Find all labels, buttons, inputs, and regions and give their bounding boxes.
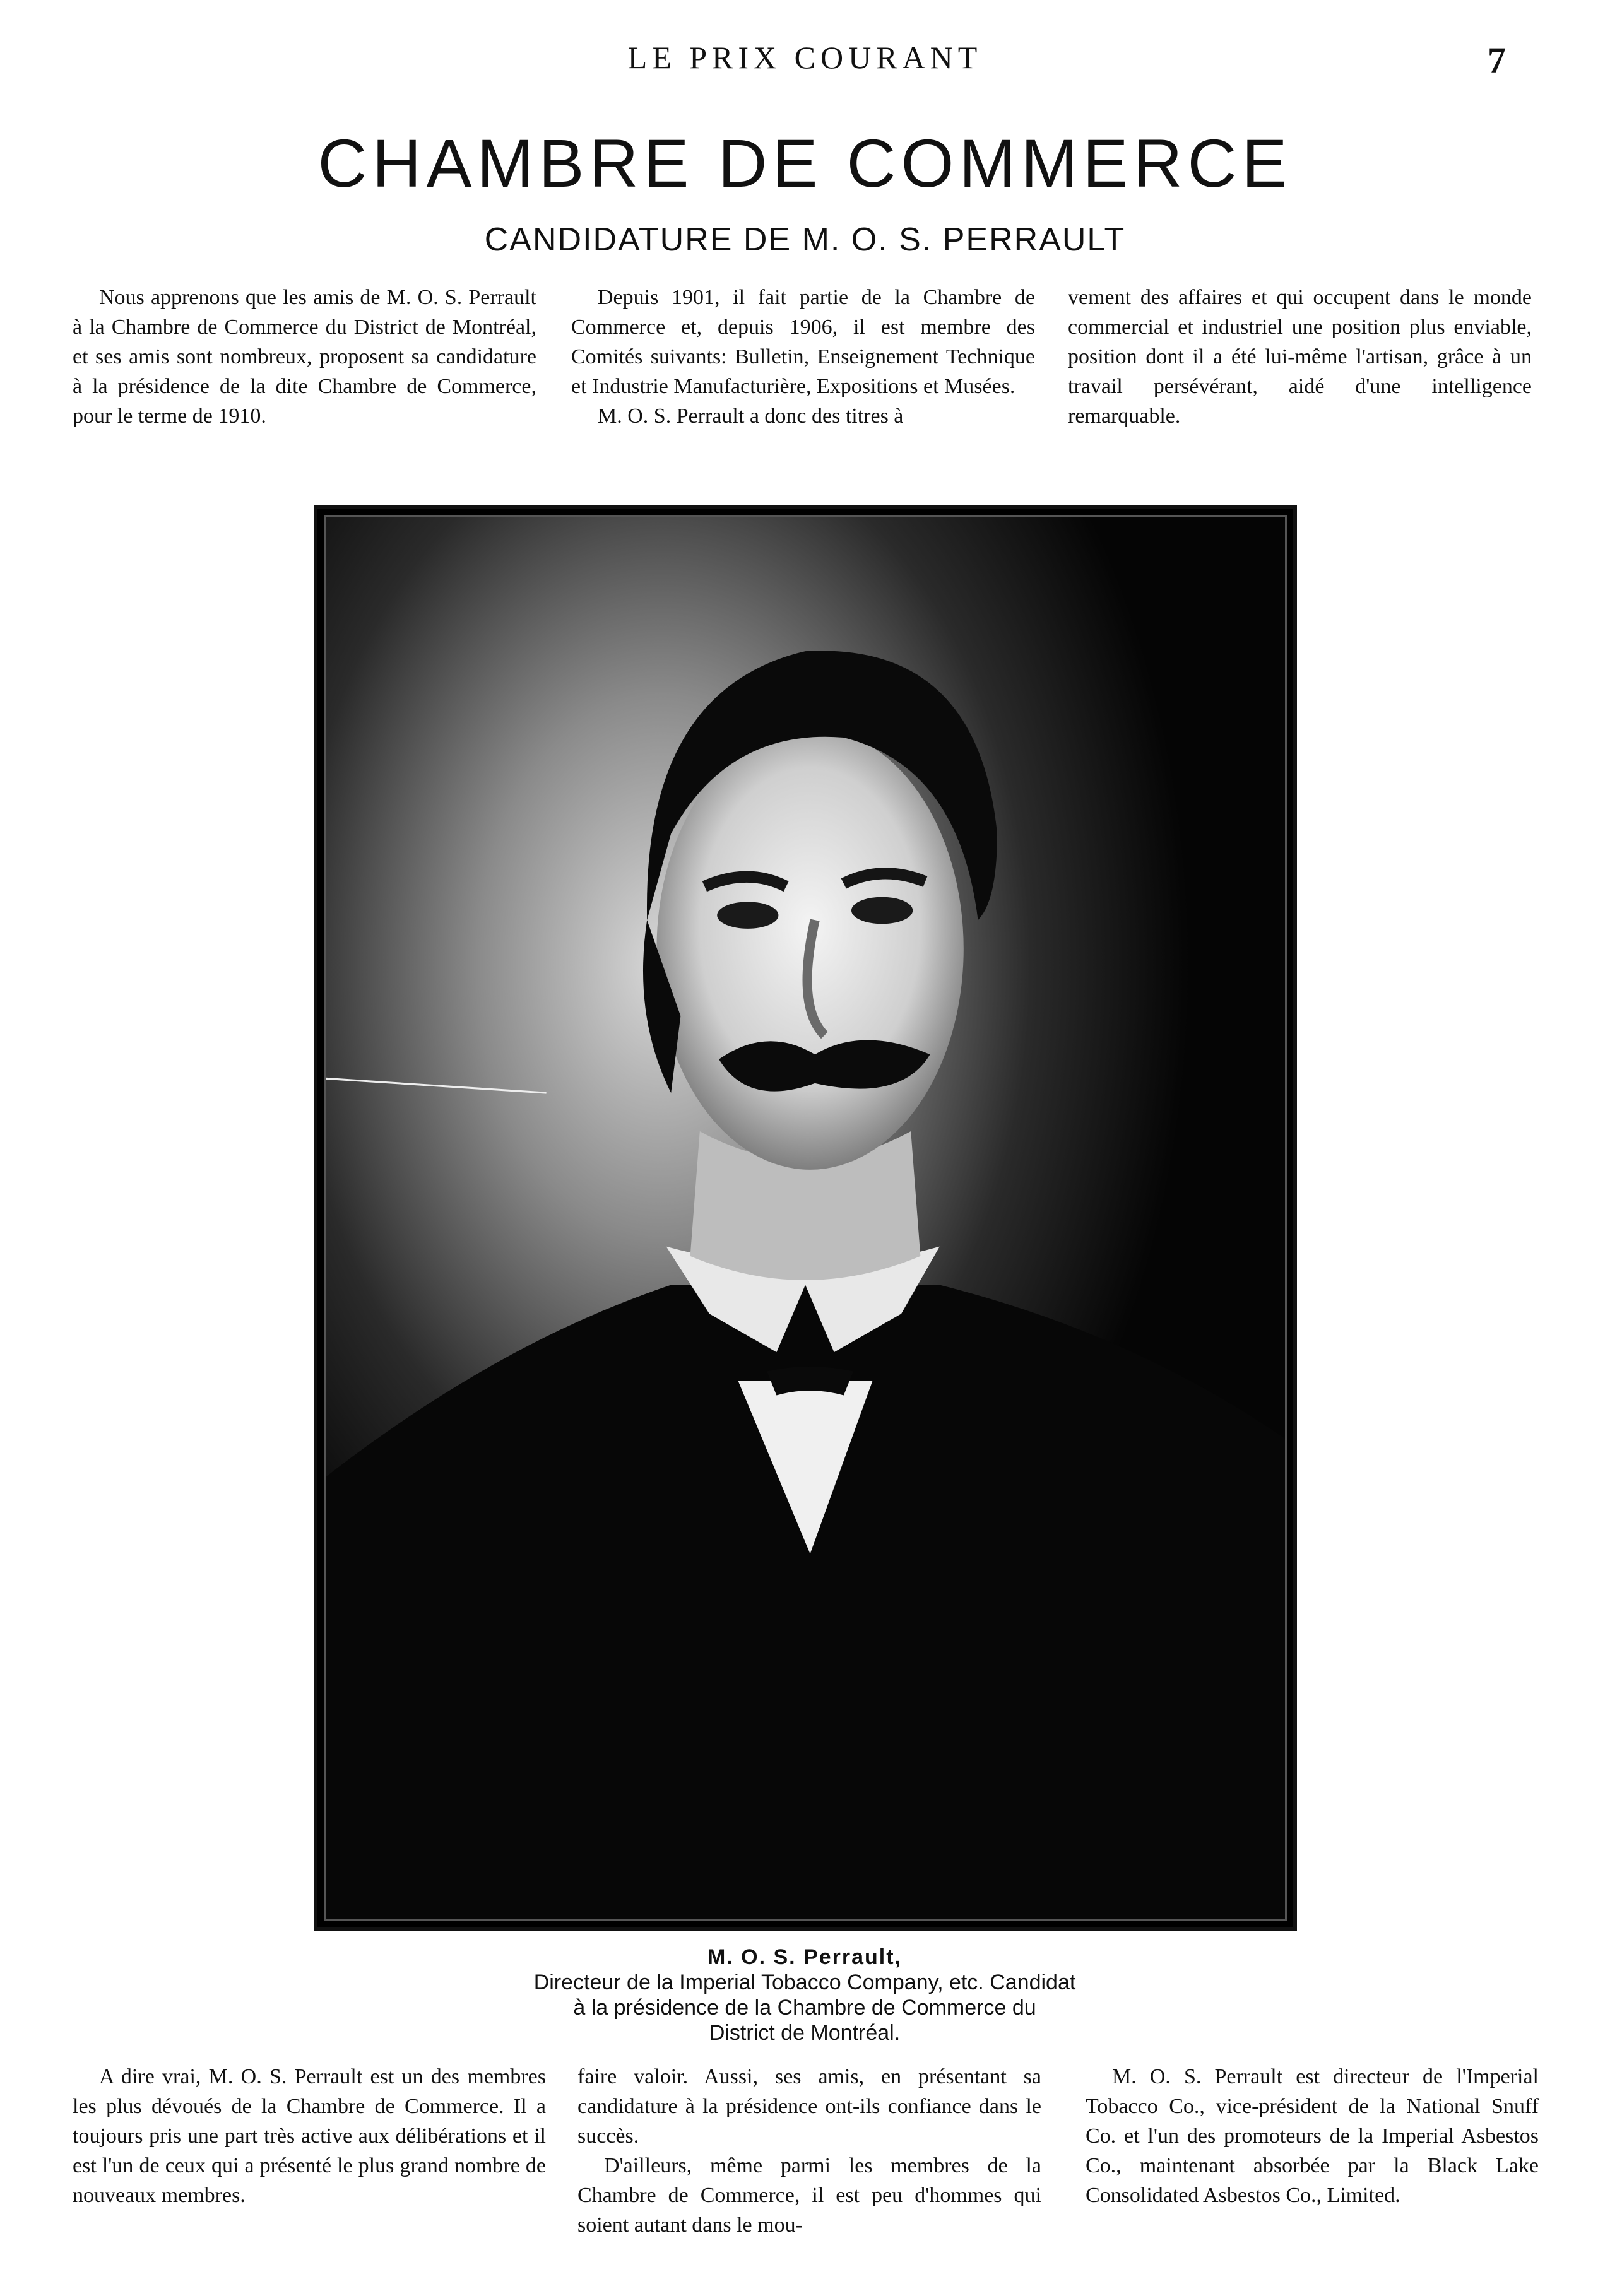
bottom-column-1 xyxy=(73,2062,546,2210)
caption-line: District de Montréal. xyxy=(709,2021,901,2045)
article-subtitle: CANDIDATURE DE M. O. S. PERRAULT xyxy=(484,221,1126,258)
running-head: LE PRIX COURANT xyxy=(627,40,983,75)
portrait-photo xyxy=(314,505,1297,1931)
paragraph: vement des affaires et qui occupent dans le monde commercial et industriel une position plus enviable, position dont il a été lui-même l'artisan, grâce à un travail persévérant, aidé d'une intelligence remarquable. xyxy=(1068,286,1532,428)
photo-caption xyxy=(442,1945,1168,2046)
paragraph: A dire vrai, M. O. S. Perrault est un des membres les plus dévoués de la Chambre de Commerce. Il a toujours pris une part très active aux délibérations et il est l'un de ceux qui a présenté le plus grand nombre de nouveaux membres. xyxy=(73,2065,546,2207)
paragraph: M. O. S. Perrault a donc des titres à xyxy=(598,404,904,428)
paragraph: faire valoir. Aussi, ses amis, en présentant sa candidature à la présidence ont-ils confiance dans le succès. xyxy=(577,2065,1041,2148)
paragraph: M. O. S. Perrault est directeur de l'Imperial Tobacco Co., vice-président de la National Snuff Co. et l'un des promoteurs de la Imperial Asbestos Co., maintenant absorbée par la Black Lake Consolidated Asbestos Co., Limited. xyxy=(1086,2065,1539,2207)
paragraph: Nous apprenons que les amis de M. O. S. Perrault à la Chambre de Commerce du District de Montréal, et ses amis sont nombreux, proposent sa candidature à la présidence de la dite Chambre de Commerce, pour le terme de 1910. xyxy=(73,286,536,428)
article-title: CHAMBRE DE COMMERCE xyxy=(317,125,1293,201)
top-column-3 xyxy=(1068,283,1532,431)
paragraph: D'ailleurs, même parmi les membres de la Chambre de Commerce, il est peu d'hommes qui soient autant dans le mou- xyxy=(577,2154,1041,2237)
portrait-image xyxy=(324,515,1287,1921)
paragraph: Depuis 1901, il fait partie de la Chambre de Commerce et, depuis 1906, il est membre des Comités suivants: Bulletin, Enseignement Technique et Industrie Manufacturière, Expositions et Musées. xyxy=(571,286,1035,398)
caption-name: M. O. S. Perrault, xyxy=(707,1945,903,1969)
top-column-1 xyxy=(73,283,536,431)
caption-line: Directeur de la Imperial Tobacco Company, etc. Candidat xyxy=(533,1970,1076,1994)
caption-line: à la présidence de la Chambre de Commerce du xyxy=(573,1996,1036,2020)
page-number: 7 xyxy=(1488,40,1506,81)
bottom-column-2 xyxy=(577,2062,1041,2240)
top-column-2 xyxy=(571,283,1035,431)
bottom-column-3 xyxy=(1086,2062,1539,2210)
